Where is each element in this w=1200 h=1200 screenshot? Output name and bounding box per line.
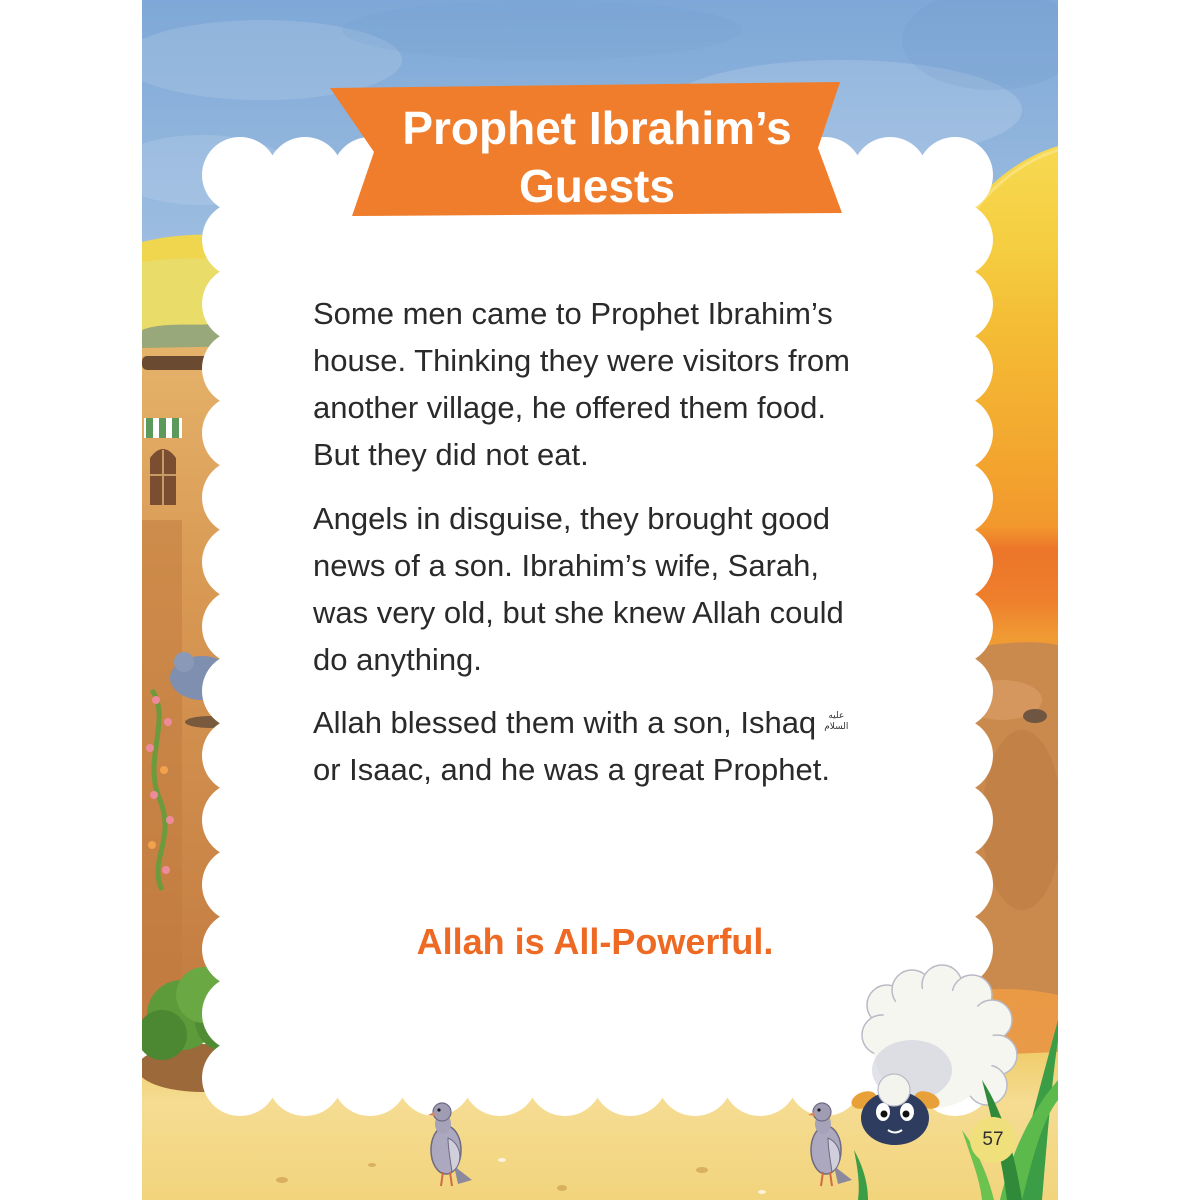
panel-scallop [462,1040,538,1116]
story-title-line: Prophet Ibrahim’s [402,102,792,154]
panel-scallop [202,976,278,1052]
story-text-line: house. Thinking they were visitors from [313,343,850,378]
moral-text: Allah is All-Powerful. [416,921,774,962]
panel-scallop [332,1040,408,1116]
page-number-badge [970,1117,1016,1163]
story-title-line: Guests [519,160,675,212]
panel-scallop [657,1040,733,1116]
story-text-line: But they did not eat. [313,437,589,472]
story-text-line: Some men came to Prophet Ibrahim’s [313,296,833,331]
window [150,449,176,505]
honorific-bottom: السلام [824,721,849,732]
page-number: 57 [982,1129,1004,1150]
story-text-line: or Isaac, and he was a great Prophet. [313,752,830,787]
story-text-line: news of a son. Ibrahim’s wife, Sarah, [313,548,820,583]
honorific-top: عليه [828,710,845,721]
panel-scallop [592,1040,668,1116]
panel-scallop [267,1040,343,1116]
panel-scallop [722,1040,798,1116]
story-text-line: do anything. [313,642,482,677]
honorific-ligature [824,711,848,733]
panel-scallop [397,1040,473,1116]
stone [1023,709,1047,723]
window-awning [144,418,182,438]
story-text-line: Angels in disguise, they brought good [313,501,831,536]
story-text-line: was very old, but she knew Allah could [313,595,844,630]
panel-scallop [267,137,343,213]
story-text-line: another village, he offered them food. [313,390,826,425]
wall-shadow [142,520,182,1000]
panel-scallop [852,137,928,213]
panel-scallop [527,1040,603,1116]
story-text: Allah blessed them with a son, Ishaq [313,705,817,740]
story-text-line [313,699,848,746]
